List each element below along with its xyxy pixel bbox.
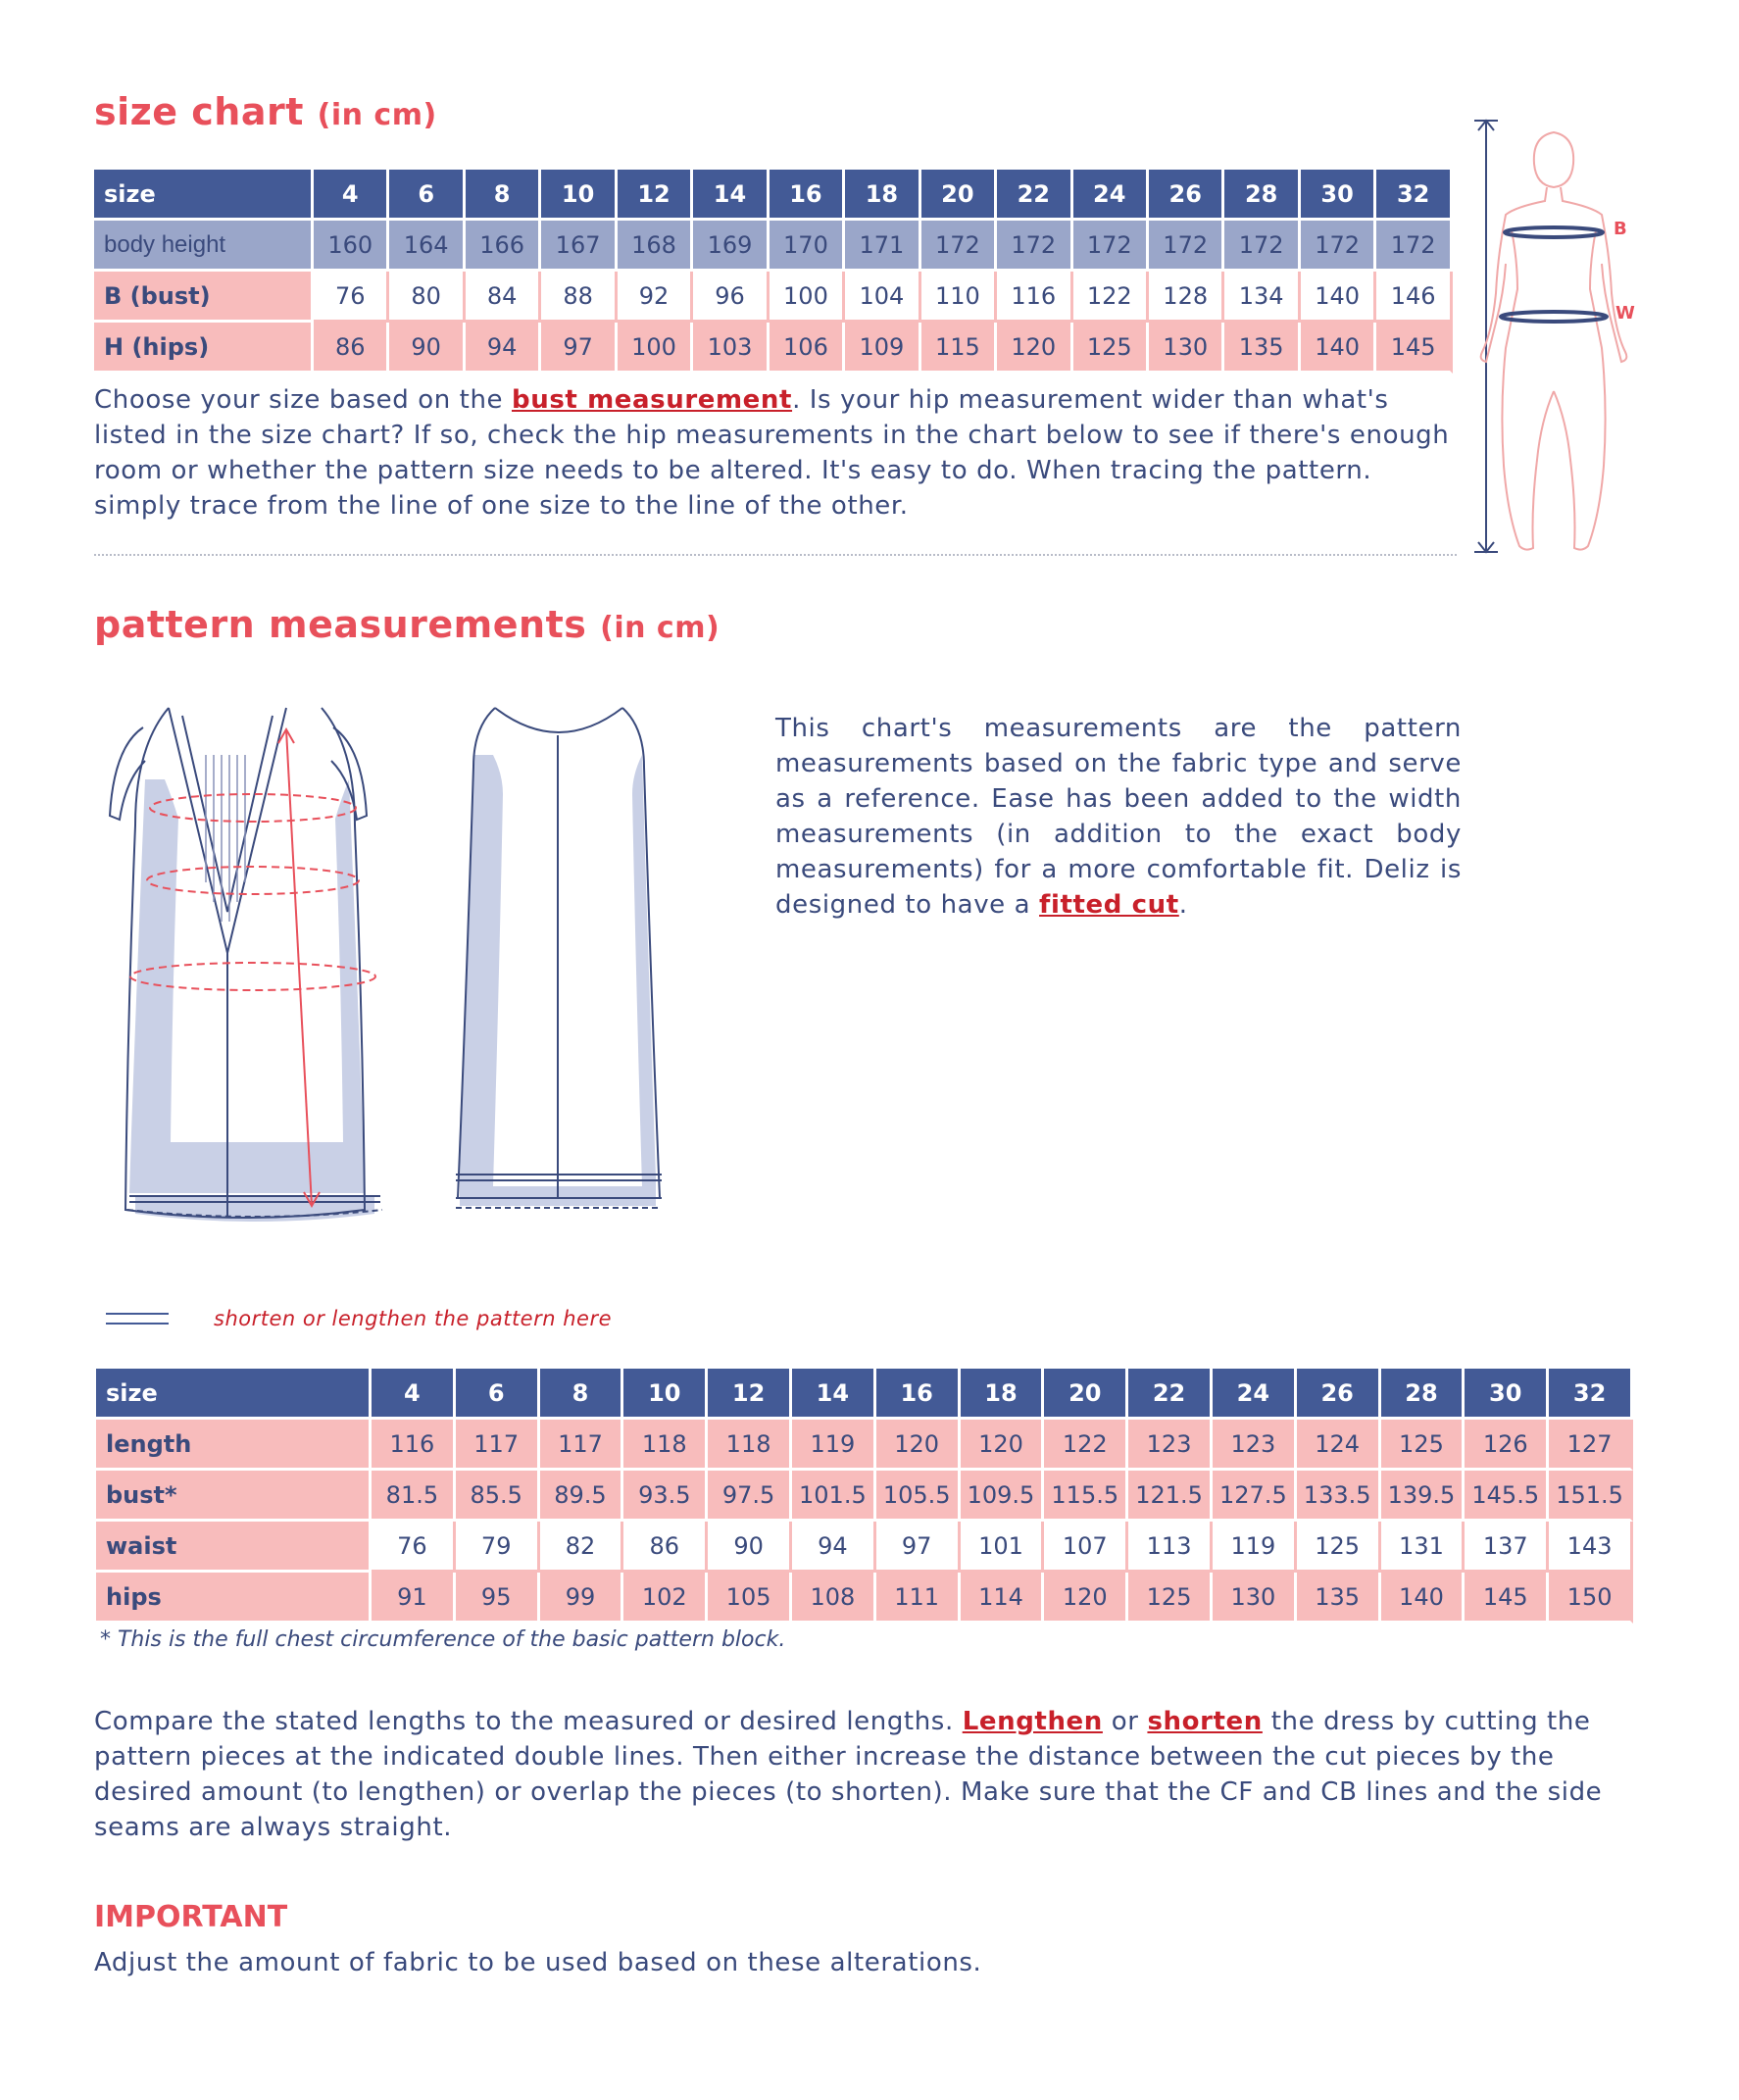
row-label-cell: hips <box>96 1573 372 1624</box>
value-cell: 168 <box>618 221 693 272</box>
pattern-measurements-table <box>96 1369 1633 1624</box>
value-cell: 92 <box>618 272 693 323</box>
value-cell: 89.5 <box>540 1471 624 1522</box>
size-header-cell: 22 <box>1128 1369 1213 1420</box>
waist-marker-label: W <box>1615 303 1635 324</box>
size-header-cell: 12 <box>618 170 693 221</box>
value-cell: 134 <box>1224 272 1300 323</box>
size-header-cell: 16 <box>770 170 845 221</box>
value-cell: 116 <box>997 272 1072 323</box>
size-chart-unit: (in cm) <box>317 98 437 132</box>
size-header-cell: 12 <box>708 1369 792 1420</box>
size-header-cell: 4 <box>372 1369 456 1420</box>
pattern-header-row <box>96 1369 1633 1420</box>
value-cell: 81.5 <box>372 1471 456 1522</box>
size-header-cell: 14 <box>792 1369 876 1420</box>
value-cell: 94 <box>792 1522 876 1573</box>
value-cell: 101.5 <box>792 1471 876 1522</box>
value-cell: 93.5 <box>623 1471 708 1522</box>
value-cell: 172 <box>1073 221 1149 272</box>
value-cell: 118 <box>623 1420 708 1471</box>
value-cell: 140 <box>1301 272 1376 323</box>
section-divider <box>94 554 1457 556</box>
value-cell: 113 <box>1128 1522 1213 1573</box>
value-cell: 125 <box>1073 323 1149 374</box>
value-cell: 104 <box>845 272 920 323</box>
table-row <box>94 272 1453 323</box>
value-cell: 85.5 <box>456 1471 540 1522</box>
value-cell: 108 <box>792 1573 876 1624</box>
value-cell: 107 <box>1044 1522 1128 1573</box>
value-cell: 140 <box>1301 323 1376 374</box>
value-cell: 123 <box>1213 1420 1297 1471</box>
table-row <box>94 323 1453 374</box>
value-cell: 118 <box>708 1420 792 1471</box>
value-cell: 120 <box>876 1420 961 1471</box>
row-label-cell: waist <box>96 1522 372 1573</box>
value-cell: 84 <box>466 272 541 323</box>
value-cell: 172 <box>1149 221 1224 272</box>
table-row <box>96 1573 1633 1624</box>
value-cell: 126 <box>1465 1420 1549 1471</box>
shorten-link[interactable]: shorten <box>1147 1707 1263 1736</box>
value-cell: 139.5 <box>1381 1471 1466 1522</box>
value-cell: 88 <box>541 272 617 323</box>
row-label-cell: H (hips) <box>94 323 314 374</box>
value-cell: 100 <box>770 272 845 323</box>
value-cell: 164 <box>389 221 465 272</box>
size-header-cell: 18 <box>961 1369 1045 1420</box>
important-text: Adjust the amount of fabric to be used based on these alterations. <box>94 1948 982 1977</box>
value-cell: 94 <box>466 323 541 374</box>
value-cell: 117 <box>540 1420 624 1471</box>
row-label-cell: B (bust) <box>94 272 314 323</box>
value-cell: 151.5 <box>1549 1471 1633 1522</box>
value-cell: 130 <box>1213 1573 1297 1624</box>
value-cell: 119 <box>1213 1522 1297 1573</box>
value-cell: 76 <box>314 272 389 323</box>
fitted-cut-link[interactable]: fitted cut <box>1039 890 1179 920</box>
value-cell: 172 <box>1224 221 1300 272</box>
value-cell: 172 <box>921 221 997 272</box>
value-cell: 86 <box>623 1522 708 1573</box>
dress-back-illustration <box>446 696 671 1235</box>
value-cell: 91 <box>372 1573 456 1624</box>
pattern-description: This chart's measurements are the pattern measurements based on the fabric type and serve as a reference. Ease has been added to the width measurements (in addition to the exact body measurements) for a more comfortable fit. Deliz is designed to have a fitted cut. <box>775 714 1462 920</box>
value-cell: 145.5 <box>1465 1471 1549 1522</box>
value-cell: 145 <box>1465 1573 1549 1624</box>
value-cell: 172 <box>997 221 1072 272</box>
size-header-cell: 16 <box>876 1369 961 1420</box>
size-header-cell: 8 <box>466 170 541 221</box>
legend-text: shorten or lengthen the pattern here <box>214 1307 612 1330</box>
row-label-cell: bust* <box>96 1471 372 1522</box>
value-cell: 127.5 <box>1213 1471 1297 1522</box>
important-heading: IMPORTANT <box>94 1900 288 1934</box>
value-cell: 101 <box>961 1522 1045 1573</box>
value-cell: 115 <box>921 323 997 374</box>
size-header-cell: 10 <box>623 1369 708 1420</box>
value-cell: 116 <box>372 1420 456 1471</box>
value-cell: 124 <box>1297 1420 1381 1471</box>
value-cell: 106 <box>770 323 845 374</box>
size-header-cell: 20 <box>1044 1369 1128 1420</box>
value-cell: 169 <box>693 221 769 272</box>
size-header-cell: 32 <box>1376 170 1453 221</box>
size-chart-paragraph: Choose your size based on the bust measurement. Is your hip measurement wider than what's listed in the size chart? If so, check the hip measurements in the chart below to see if there's enough room or whether the pattern size needs to be altered. It's easy to do. When tracing the pattern. simply trace from the line of one size to the line of the other. <box>94 385 1450 521</box>
value-cell: 172 <box>1301 221 1376 272</box>
value-cell: 135 <box>1224 323 1300 374</box>
value-cell: 120 <box>961 1420 1045 1471</box>
value-cell: 76 <box>372 1522 456 1573</box>
size-header-cell: 32 <box>1549 1369 1633 1420</box>
size-header-cell: 26 <box>1297 1369 1381 1420</box>
dress-front-illustration <box>108 686 412 1235</box>
value-cell: 172 <box>1376 221 1453 272</box>
value-cell: 95 <box>456 1573 540 1624</box>
table-row <box>96 1471 1633 1522</box>
value-cell: 102 <box>623 1573 708 1624</box>
value-cell: 120 <box>1044 1573 1128 1624</box>
value-cell: 140 <box>1381 1573 1466 1624</box>
value-cell: 146 <box>1376 272 1453 323</box>
value-cell: 143 <box>1549 1522 1633 1573</box>
row-label-cell: length <box>96 1420 372 1471</box>
value-cell: 125 <box>1297 1522 1381 1573</box>
value-cell: 96 <box>693 272 769 323</box>
value-cell: 170 <box>770 221 845 272</box>
size-header-cell: 30 <box>1301 170 1376 221</box>
table-row <box>94 221 1453 272</box>
bust-marker-label: B <box>1614 219 1627 239</box>
double-line-legend-icon <box>106 1310 169 1329</box>
lengthen-link[interactable]: Lengthen <box>962 1707 1103 1736</box>
value-cell: 105 <box>708 1573 792 1624</box>
size-header-cell: 18 <box>845 170 920 221</box>
value-cell: 133.5 <box>1297 1471 1381 1522</box>
header-label-cell: size <box>96 1369 372 1420</box>
value-cell: 99 <box>540 1573 624 1624</box>
size-header-cell: 28 <box>1224 170 1300 221</box>
size-header-cell: 8 <box>540 1369 624 1420</box>
value-cell: 105.5 <box>876 1471 961 1522</box>
size-chart-title: size chart (in cm) <box>94 90 437 133</box>
value-cell: 114 <box>961 1573 1045 1624</box>
pattern-measurements-unit: (in cm) <box>600 611 720 645</box>
size-header-cell: 4 <box>314 170 389 221</box>
value-cell: 117 <box>456 1420 540 1471</box>
pattern-measurements-title: pattern measurements (in cm) <box>94 603 720 646</box>
size-header-cell: 24 <box>1073 170 1149 221</box>
table-row <box>96 1420 1633 1471</box>
value-cell: 90 <box>389 323 465 374</box>
value-cell: 86 <box>314 323 389 374</box>
value-cell: 128 <box>1149 272 1224 323</box>
value-cell: 103 <box>693 323 769 374</box>
value-cell: 100 <box>618 323 693 374</box>
value-cell: 111 <box>876 1573 961 1624</box>
value-cell: 131 <box>1381 1522 1466 1573</box>
bust-measurement-link[interactable]: bust measurement <box>512 385 793 415</box>
value-cell: 115.5 <box>1044 1471 1128 1522</box>
size-header-cell: 14 <box>693 170 769 221</box>
value-cell: 123 <box>1128 1420 1213 1471</box>
value-cell: 166 <box>466 221 541 272</box>
value-cell: 130 <box>1149 323 1224 374</box>
value-cell: 127 <box>1549 1420 1633 1471</box>
value-cell: 97 <box>541 323 617 374</box>
value-cell: 119 <box>792 1420 876 1471</box>
value-cell: 80 <box>389 272 465 323</box>
table-row <box>96 1522 1633 1573</box>
size-chart-header-row <box>94 170 1453 221</box>
value-cell: 137 <box>1465 1522 1549 1573</box>
body-figure-illustration <box>1461 113 1647 564</box>
size-chart-table <box>94 170 1453 374</box>
value-cell: 122 <box>1044 1420 1128 1471</box>
value-cell: 120 <box>997 323 1072 374</box>
value-cell: 160 <box>314 221 389 272</box>
size-header-cell: 28 <box>1381 1369 1466 1420</box>
row-label-cell: body height <box>94 221 314 272</box>
value-cell: 125 <box>1128 1573 1213 1624</box>
value-cell: 110 <box>921 272 997 323</box>
size-header-cell: 30 <box>1465 1369 1549 1420</box>
size-header-cell: 6 <box>389 170 465 221</box>
value-cell: 122 <box>1073 272 1149 323</box>
value-cell: 145 <box>1376 323 1453 374</box>
value-cell: 125 <box>1381 1420 1466 1471</box>
header-label-cell: size <box>94 170 314 221</box>
size-header-cell: 20 <box>921 170 997 221</box>
value-cell: 82 <box>540 1522 624 1573</box>
value-cell: 150 <box>1549 1573 1633 1624</box>
value-cell: 90 <box>708 1522 792 1573</box>
value-cell: 79 <box>456 1522 540 1573</box>
alteration-paragraph: Compare the stated lengths to the measured or desired lengths. Lengthen or shorten the dress by cutting the pattern pieces at the indicated double lines. Then either increase the distance between the cut pieces by the desired amount (to lengthen) or overlap the pieces (to shorten). Make sure that the CF and CB lines and the side seams are always straight. <box>94 1707 1603 1842</box>
size-header-cell: 26 <box>1149 170 1224 221</box>
value-cell: 135 <box>1297 1573 1381 1624</box>
value-cell: 167 <box>541 221 617 272</box>
value-cell: 97 <box>876 1522 961 1573</box>
value-cell: 97.5 <box>708 1471 792 1522</box>
value-cell: 121.5 <box>1128 1471 1213 1522</box>
size-header-cell: 22 <box>997 170 1072 221</box>
value-cell: 109 <box>845 323 920 374</box>
size-header-cell: 10 <box>541 170 617 221</box>
value-cell: 109.5 <box>961 1471 1045 1522</box>
bust-footnote: * This is the full chest circumference of the basic pattern block. <box>100 1627 786 1652</box>
size-header-cell: 24 <box>1213 1369 1297 1420</box>
value-cell: 171 <box>845 221 920 272</box>
size-header-cell: 6 <box>456 1369 540 1420</box>
